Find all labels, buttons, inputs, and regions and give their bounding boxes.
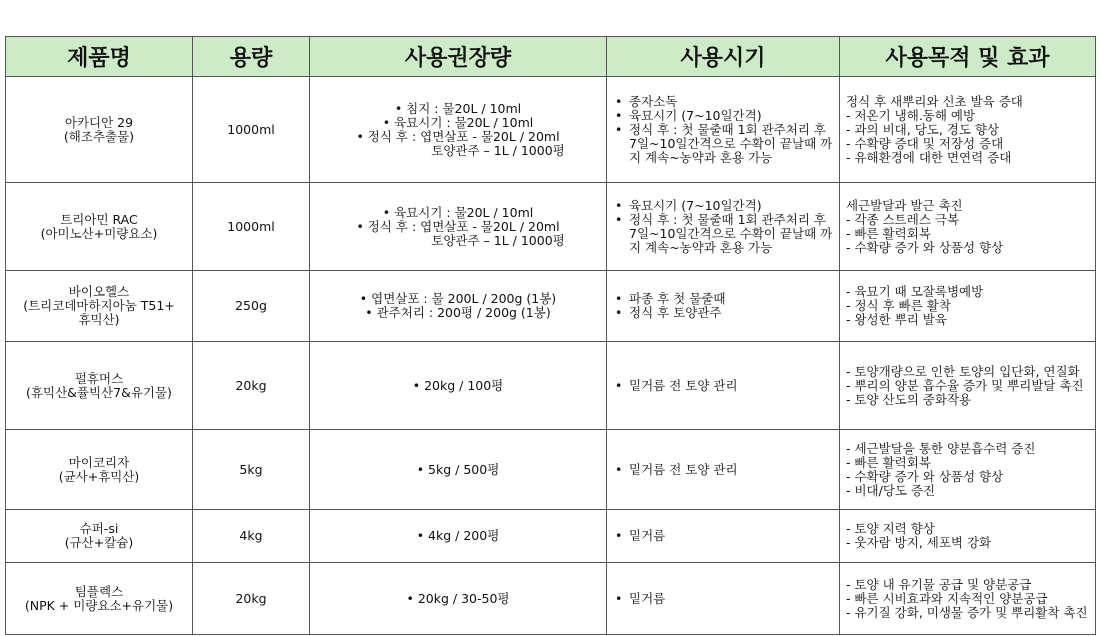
dose-cell (310, 510, 607, 563)
purpose-line: - 빠른 시비효과와 지속적인 양분공급 (846, 590, 1048, 606)
dose-line: • 관주처리 : 200평 / 200g (1봉) (365, 305, 551, 320)
dose-line: • 20kg / 100평 (412, 377, 504, 393)
table-row (6, 77, 1096, 183)
dose-line: • 육묘시기 : 물20L / 10ml (382, 114, 534, 130)
purpose-cell (840, 77, 1096, 183)
purpose-cell (840, 183, 1096, 271)
dose-line: • 4kg / 200평 (416, 528, 500, 543)
product-name-cell (6, 183, 193, 271)
header-capacity: 용량 (193, 37, 310, 77)
dose-cell (310, 77, 607, 183)
product-name-cell (6, 271, 193, 342)
purpose-line: - 토양개량으로 인한 토양의 입단화, 연질화 (846, 363, 1080, 379)
timing-cell (607, 77, 840, 183)
purpose-line: - 비대/당도 증진 (846, 482, 936, 498)
capacity-cell: 250g (193, 271, 310, 342)
dose-line: • 5kg / 500평 (416, 461, 500, 477)
timing-item: • 육묘시기 (7~10일간격) (629, 199, 833, 213)
purpose-line: - 빠른 활력회복 (846, 454, 931, 470)
timing-cell (607, 183, 840, 271)
timing-item: • 파종 후 첫 물줄때 (629, 292, 833, 306)
dose-cell (310, 342, 607, 430)
product-ingredient: (아미노산+미량요소) (40, 225, 158, 241)
product-ingredient: 휴믹산) (78, 312, 120, 327)
product-name: 아카디안 29 (64, 114, 134, 130)
dose-line: • 20kg / 30-50평 (406, 590, 510, 606)
purpose-line: - 과의 비대, 당도, 경도 향상 (846, 121, 1000, 137)
timing-item: • 정식 후 : 첫 물줄때 1회 관주처리 후 7일~10일간격으로 수확이 끝날때 까지 계속~농약과 혼용 가능 (629, 213, 833, 255)
purpose-line: - 빠른 활력회복 (846, 225, 931, 241)
product-name: 펄휴머스 (74, 370, 124, 386)
purpose-line: - 세근발달을 통한 양분흡수력 증진 (846, 440, 1036, 456)
purpose-line: - 정식 후 빠른 활착 (846, 298, 951, 313)
capacity-cell: 5kg (193, 430, 310, 510)
purpose-line: - 토양 내 유기물 공급 및 양분공급 (846, 576, 1032, 592)
product-name-cell (6, 563, 193, 635)
timing-item: • 밑거름 전 토양 관리 (629, 463, 833, 477)
timing-cell (607, 342, 840, 430)
timing-item: • 밑거름 (629, 529, 833, 543)
purpose-line: - 웃자람 방지, 세포벽 강화 (846, 535, 992, 550)
capacity-cell: 20kg (193, 342, 310, 430)
purpose-line: - 육묘기 때 모잘록병예방 (846, 284, 984, 299)
dose-cell (310, 271, 607, 342)
product-ingredient: (해조추출물) (63, 128, 135, 144)
dose-line: 토양관주 – 1L / 1000평 (431, 142, 565, 158)
timing-item: • 밑거름 (629, 592, 833, 606)
purpose-line: - 수확량 증가 와 상품성 향상 (846, 468, 1004, 484)
table-row (6, 510, 1096, 563)
table-row (6, 430, 1096, 510)
product-name: 슈퍼-si (79, 521, 119, 536)
product-ingredient: (규산+칼슘) (64, 535, 134, 550)
purpose-line: - 저온기 냉해.동해 예방 (846, 107, 976, 123)
timing-cell (607, 510, 840, 563)
timing-item: • 정식 후 토양관주 (629, 306, 833, 320)
purpose-line: - 유해환경에 대한 면연력 증대 (846, 149, 1012, 165)
timing-cell (607, 563, 840, 635)
purpose-line: - 토양 산도의 중화작용 (846, 391, 972, 407)
purpose-line: - 각종 스트레스 극복 (846, 211, 960, 227)
product-name: 바이오헬스 (68, 284, 130, 299)
capacity-cell: 4kg (193, 510, 310, 563)
timing-cell (607, 271, 840, 342)
product-name-cell (6, 510, 193, 563)
dose-cell (310, 563, 607, 635)
dose-cell (310, 430, 607, 510)
product-ingredient: (트리코데마하지아눔 T51+ (23, 298, 175, 313)
purpose-line: - 수확량 증대 및 저장성 증대 (846, 135, 1004, 151)
product-ingredient: (휴믹산&퓰빅산7&유기물) (26, 384, 172, 400)
purpose-cell (840, 510, 1096, 563)
timing-item: • 종자소독 (629, 95, 833, 109)
dose-line: • 엽면살포 : 물 200L / 200g (1봉) (359, 291, 557, 306)
timing-cell (607, 430, 840, 510)
header-recommended-dose: 사용권장량 (310, 37, 607, 77)
product-name: 트리아민 RAC (60, 211, 138, 227)
dose-line: 토양관주 – 1L / 1000평 (431, 232, 565, 248)
purpose-line: 정식 후 새뿌리와 신초 발육 증대 (846, 93, 1023, 109)
table-row (6, 563, 1096, 635)
product-ingredient: (균사+휴믹산) (58, 468, 140, 484)
purpose-line: - 왕성한 뿌리 발육 (846, 312, 947, 327)
purpose-cell (840, 271, 1096, 342)
purpose-line: - 수확량 증가 와 상품성 향상 (846, 239, 1004, 255)
dose-cell (310, 183, 607, 271)
purpose-line: - 유기질 강화, 미생물 증가 및 뿌리활착 촉진 (846, 604, 1088, 620)
purpose-line: - 뿌리의 양분 흡수율 증가 및 뿌리발달 촉진 (846, 377, 1084, 393)
timing-item: • 육묘시기 (7~10일간격) (629, 109, 833, 123)
purpose-cell (840, 430, 1096, 510)
product-name-cell (6, 342, 193, 430)
dose-line: • 육묘시기 : 물20L / 10ml (382, 204, 534, 220)
purpose-cell (840, 563, 1096, 635)
header-usage-timing: 사용시기 (607, 37, 840, 77)
product-name: 팀플렉스 (74, 583, 124, 599)
dose-line: • 침지 : 물20L / 10ml (394, 100, 522, 116)
header-row (6, 37, 1096, 77)
dose-line: • 정식 후 : 엽면살포 - 물20L / 20ml (356, 128, 560, 144)
table-row (6, 271, 1096, 342)
capacity-cell: 20kg (193, 563, 310, 635)
product-ingredient: (NPK + 미량요소+유기물) (24, 597, 174, 613)
table-row (6, 342, 1096, 430)
product-name-cell (6, 430, 193, 510)
purpose-line: 세근발달과 발근 촉진 (846, 197, 963, 213)
header-purpose-effect: 사용목적 및 효과 (840, 37, 1096, 77)
purpose-line: - 토양 지력 향상 (846, 521, 935, 536)
capacity-cell: 1000ml (193, 77, 310, 183)
purpose-cell (840, 342, 1096, 430)
timing-item: • 밑거름 전 토양 관리 (629, 379, 833, 393)
header-product-name: 제품명 (6, 37, 193, 77)
dose-line: • 정식 후 : 엽면살포 - 물20L / 20ml (356, 218, 560, 234)
product-name-cell (6, 77, 193, 183)
timing-item: • 정식 후 : 첫 물줄때 1회 관주처리 후 7일~10일간격으로 수확이 끝날때 까지 계속~농약과 혼용 가능 (629, 123, 833, 165)
product-table (5, 36, 1096, 635)
capacity-cell: 1000ml (193, 183, 310, 271)
table-row (6, 183, 1096, 271)
product-name: 마이코리자 (68, 454, 130, 470)
